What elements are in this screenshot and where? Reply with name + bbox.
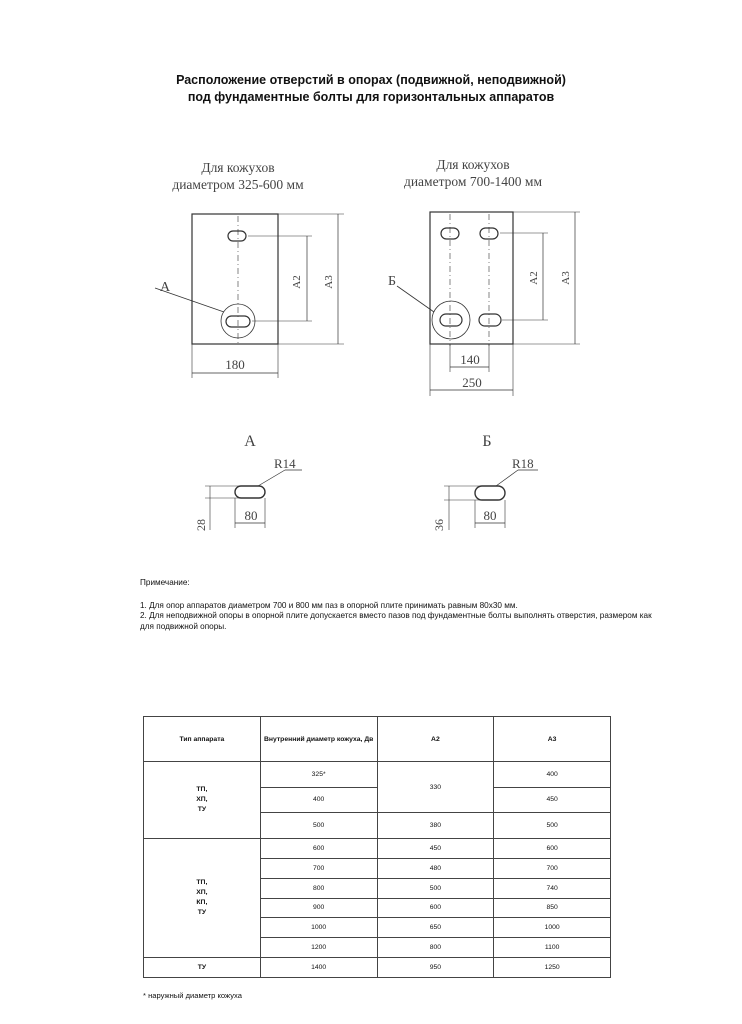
table-row: 800 500 740 bbox=[144, 878, 611, 898]
right-leader-line bbox=[397, 286, 434, 312]
detail-b-radius: R18 bbox=[512, 456, 534, 471]
table-row: 700 480 700 bbox=[144, 858, 611, 878]
detail-a-length: 80 bbox=[244, 508, 258, 523]
group3-type-cell: ТУ bbox=[144, 958, 261, 978]
right-dim-width-label: 250 bbox=[462, 375, 482, 390]
table-row: 1200 800 1100 bbox=[144, 938, 611, 958]
group2-type-cell: ТП, ХП, КП, ТУ bbox=[144, 838, 261, 957]
table-row: ТУ 1400 950 1250 bbox=[144, 958, 611, 978]
detail-b-height: 36 bbox=[432, 519, 446, 531]
detail-a-label: A bbox=[244, 433, 256, 450]
right-dim-inner-label: 140 bbox=[460, 352, 480, 367]
right-caption-line-1: Для кожухов bbox=[436, 157, 510, 172]
table-row: ТП, ХП, КП, ТУ 600 450 600 bbox=[144, 838, 611, 858]
table-row: 500 380 500 bbox=[144, 813, 611, 839]
header-type: Тип аппарата bbox=[144, 717, 261, 762]
left-caption-line-1: Для кожухов bbox=[201, 160, 275, 175]
right-callout-label: Б bbox=[388, 274, 397, 289]
title-line-1: Расположение отверстий в опорах (подвижной, неподвижной) bbox=[176, 73, 566, 87]
left-dim-width-label: 180 bbox=[225, 357, 245, 372]
notes-section bbox=[140, 578, 660, 632]
header-a3: A3 bbox=[494, 717, 611, 762]
left-dim-a3-label: A3 bbox=[323, 275, 335, 289]
right-dim-a2-label: A2 bbox=[528, 271, 540, 285]
table-row: 400 450 bbox=[144, 787, 611, 813]
detail-b-length: 80 bbox=[483, 508, 497, 523]
title-line-2: под фундаментные болты для горизонтальных аппаратов bbox=[187, 90, 555, 104]
table-footnote: * наружный диаметр кожуха bbox=[143, 991, 242, 1000]
table-row: 1000 650 1000 bbox=[144, 918, 611, 938]
note-item-2: 2. Для неподвижной опоры в опорной плите допускается вместо пазов под фундаментные болты выполнять отверстия, размером как для подвижной опоры. bbox=[140, 611, 652, 631]
right-slot-bottom-left bbox=[440, 314, 462, 326]
left-slot-top bbox=[228, 231, 246, 241]
left-caption-line-2: диаметром 325-600 мм bbox=[172, 177, 304, 192]
left-callout-label: A bbox=[160, 280, 171, 295]
table-row: ТП, ХП, ТУ 325* 330 400 bbox=[144, 762, 611, 788]
right-dim-a3-label: A3 bbox=[560, 271, 572, 285]
group1-type-cell: ТП, ХП, ТУ bbox=[144, 762, 261, 839]
header-a2: A2 bbox=[377, 717, 494, 762]
dimensions-table bbox=[143, 716, 611, 978]
header-diameter: Внутренний диаметр кожуха, Дв bbox=[260, 717, 377, 762]
detail-a-slot bbox=[235, 486, 265, 498]
detail-b-label: Б bbox=[482, 433, 492, 450]
detail-a-height: 28 bbox=[194, 519, 208, 531]
detail-a-radius: R14 bbox=[274, 456, 296, 471]
notes-heading: Примечание: bbox=[140, 578, 190, 587]
detail-b-slot bbox=[475, 486, 505, 500]
right-caption-line-2: диаметром 700-1400 мм bbox=[403, 174, 543, 189]
right-callout-circle bbox=[432, 301, 470, 339]
table-row: 900 600 850 bbox=[144, 898, 611, 918]
table-header-row bbox=[144, 717, 611, 762]
left-dim-a2-label: A2 bbox=[291, 275, 303, 289]
note-item-1: 1. Для опор аппаратов диаметром 700 и 800 мм паз в опорной плите принимать равным 80х30 мм. bbox=[140, 600, 518, 610]
left-support-plate bbox=[192, 214, 278, 344]
